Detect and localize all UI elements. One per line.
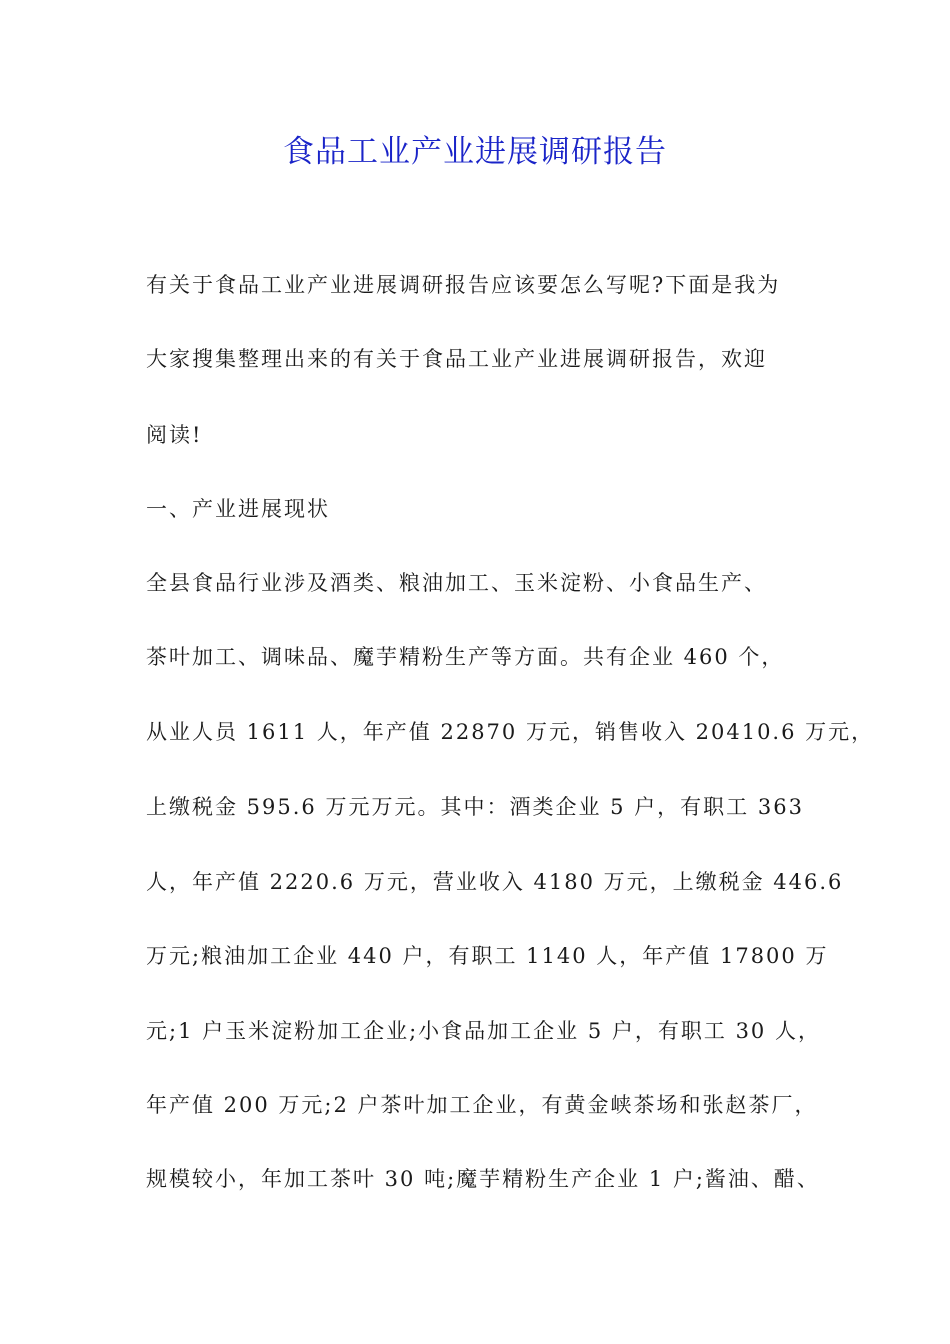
paragraph-line: 有关于食品工业产业进展调研报告应该要怎么写呢?下面是我为 [146,273,781,297]
paragraph-line: 从业人员 1611 人，年产值 22870 万元，销售收入 20410.6 万元， [146,720,875,744]
paragraph-line: 全县食品行业涉及酒类、粮油加工、玉米淀粉、小食品生产、 [146,571,767,595]
paragraph-line: 上缴税金 595.6 万元万元。其中：酒类企业 5 户，有职工 363 [146,795,804,819]
paragraph-line: 万元;粮油加工企业 440 户，有职工 1140 人，年产值 17800 万 [146,944,829,968]
paragraph-line: 人，年产值 2220.6 万元，营业收入 4180 万元，上缴税金 446.6 [146,870,844,894]
paragraph-line: 阅读! [146,423,203,447]
paragraph-line: 大家搜集整理出来的有关于食品工业产业进展调研报告，欢迎 [146,347,767,371]
paragraph-line: 年产值 200 万元;2 户茶叶加工企业，有黄金峡茶场和张赵茶厂， [146,1093,818,1117]
paragraph-line: 茶叶加工、调味品、魔芋精粉生产等方面。共有企业 460 个， [146,645,785,669]
document-title: 食品工业产业进展调研报告 [283,134,667,170]
section-heading: 一、产业进展现状 [146,497,330,521]
paragraph-line: 规模较小，年加工茶叶 30 吨;魔芋精粉生产企业 1 户;酱油、醋、 [146,1167,820,1191]
paragraph-line: 元;1 户玉米淀粉加工企业;小食品加工企业 5 户，有职工 30 人， [146,1019,821,1043]
